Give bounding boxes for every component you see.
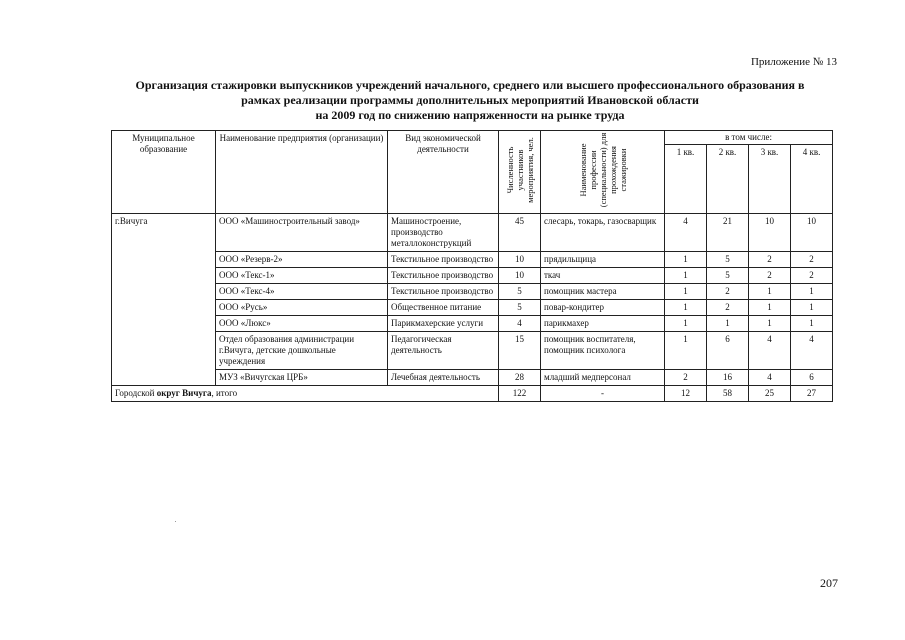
enterprise-cell: ООО «Текс-4» (216, 284, 388, 300)
scan-speck (175, 521, 176, 522)
q3-cell: 1 (749, 284, 791, 300)
q2-cell: 21 (707, 214, 749, 252)
table-row (112, 370, 833, 386)
table-row (112, 332, 833, 370)
page-number: 207 (820, 576, 838, 590)
activity-cell: Текстильное производство (388, 284, 499, 300)
enterprise-cell: ООО «Люкс» (216, 316, 388, 332)
count-cell: 10 (499, 268, 541, 284)
count-cell: 5 (499, 300, 541, 316)
profession-cell: повар-кондитер (541, 300, 665, 316)
q4-cell: 10 (791, 214, 833, 252)
total-row (112, 386, 833, 402)
table-row (112, 284, 833, 300)
q2-cell: 2 (707, 284, 749, 300)
header-including: в том числе: (665, 131, 833, 145)
count-cell: 15 (499, 332, 541, 370)
activity-cell: Текстильное производство (388, 252, 499, 268)
enterprise-cell: ООО «Машиностроительный завод» (216, 214, 388, 252)
total-q3-cell: 25 (749, 386, 791, 402)
enterprise-cell: ООО «Резерв-2» (216, 252, 388, 268)
q4-cell: 2 (791, 268, 833, 284)
q4-cell: 1 (791, 300, 833, 316)
activity-cell: Педагогическая деятельность (388, 332, 499, 370)
count-cell: 10 (499, 252, 541, 268)
q1-cell: 4 (665, 214, 707, 252)
total-count-cell: 122 (499, 386, 541, 402)
q4-cell: 2 (791, 252, 833, 268)
q2-cell: 1 (707, 316, 749, 332)
appendix-label: Приложение № 13 (750, 56, 837, 68)
table-row (112, 316, 833, 332)
count-cell: 5 (499, 284, 541, 300)
q3-cell: 2 (749, 252, 791, 268)
header-q4: 4 кв. (791, 145, 833, 214)
enterprise-cell: Отдел образования администрации г.Вичуга, детские дошкольные учреждения (216, 332, 388, 370)
header-q1: 1 кв. (665, 145, 707, 214)
profession-cell: парикмахер (541, 316, 665, 332)
table-row (112, 252, 833, 268)
q1-cell: 1 (665, 252, 707, 268)
header-profession (541, 131, 665, 214)
count-cell: 28 (499, 370, 541, 386)
total-label-prefix: Городской (115, 388, 155, 398)
q1-cell: 1 (665, 316, 707, 332)
municipality-cell: г.Вичуга (112, 214, 216, 386)
q4-cell: 1 (791, 316, 833, 332)
header-row-1 (112, 131, 833, 145)
q1-cell: 1 (665, 300, 707, 316)
total-label-suffix: , итого (211, 388, 238, 398)
total-profession-cell: - (541, 386, 665, 402)
header-count-text: Численность участников мероприятия, чел. (504, 137, 535, 203)
q1-cell: 1 (665, 268, 707, 284)
total-label-bold: округ Вичуга (156, 388, 212, 398)
q3-cell: 4 (749, 332, 791, 370)
title-line-1: Организация стажировки выпускников учреждений начального, среднего или высшего профессионального образования в (135, 78, 805, 92)
document-title (100, 78, 840, 123)
q2-cell: 6 (707, 332, 749, 370)
table-row (112, 300, 833, 316)
q1-cell: 1 (665, 284, 707, 300)
q2-cell: 5 (707, 252, 749, 268)
q4-cell: 4 (791, 332, 833, 370)
total-q2-cell: 58 (707, 386, 749, 402)
q4-cell: 6 (791, 370, 833, 386)
profession-cell: прядильщица (541, 252, 665, 268)
profession-cell: слесарь, токарь, газосварщик (541, 214, 665, 252)
header-q3: 3 кв. (749, 145, 791, 214)
enterprise-cell: ООО «Текс-1» (216, 268, 388, 284)
count-cell: 4 (499, 316, 541, 332)
enterprise-cell: МУЗ «Вичугская ЦРБ» (216, 370, 388, 386)
total-label (112, 386, 499, 402)
enterprise-cell: ООО «Русь» (216, 300, 388, 316)
activity-cell: Текстильное производство (388, 268, 499, 284)
q2-cell: 5 (707, 268, 749, 284)
header-q2: 2 кв. (707, 145, 749, 214)
header-enterprise: Наименование предприятия (организации) (216, 131, 388, 214)
activity-cell: Общественное питание (388, 300, 499, 316)
header-count (499, 131, 541, 214)
q3-cell: 1 (749, 316, 791, 332)
activity-cell: Лечебная деятельность (388, 370, 499, 386)
activity-cell: Парикмахерские услуги (388, 316, 499, 332)
profession-cell: помощник мастера (541, 284, 665, 300)
activity-cell: Машиностроение, производство металлоконструкций (388, 214, 499, 252)
total-q4-cell: 27 (791, 386, 833, 402)
q2-cell: 16 (707, 370, 749, 386)
q1-cell: 2 (665, 370, 707, 386)
title-line-3: на 2009 год по снижению напряженности на рынке труда (315, 108, 625, 122)
q2-cell: 2 (707, 300, 749, 316)
q3-cell: 1 (749, 300, 791, 316)
table-row (112, 268, 833, 284)
q3-cell: 4 (749, 370, 791, 386)
title-line-2: рамках реализации программы дополнительных мероприятий Ивановской области (241, 93, 699, 107)
table-row (112, 214, 833, 252)
profession-cell: помощник воспитателя, помощник психолога (541, 332, 665, 370)
q4-cell: 1 (791, 284, 833, 300)
q1-cell: 1 (665, 332, 707, 370)
profession-cell: ткач (541, 268, 665, 284)
q3-cell: 2 (749, 268, 791, 284)
count-cell: 45 (499, 214, 541, 252)
header-activity: Вид экономической деятельности (388, 131, 499, 214)
header-municipality: Муниципальное образование (112, 131, 216, 214)
profession-cell: младший медперсонал (541, 370, 665, 386)
header-profession-text: Наименование профессии (специальности) для прохождения стажировки (577, 132, 628, 208)
total-q1-cell: 12 (665, 386, 707, 402)
q3-cell: 10 (749, 214, 791, 252)
internship-table (111, 130, 833, 402)
